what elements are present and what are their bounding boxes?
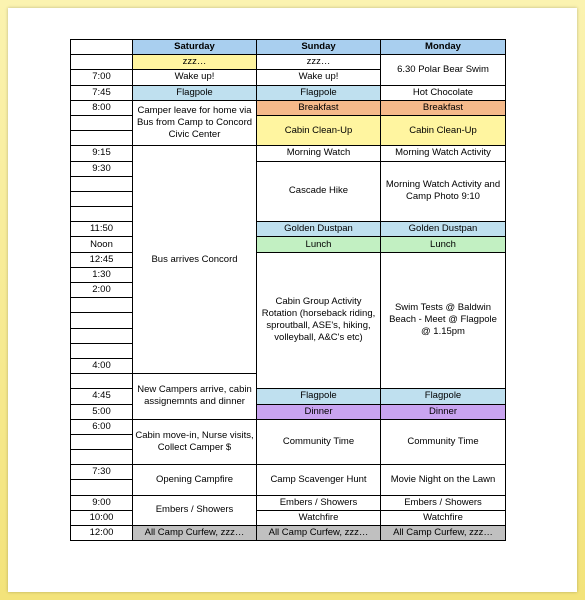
schedule-cell: Embers / Showers [257, 495, 381, 510]
schedule-cell: Cabin Clean-Up [257, 115, 381, 145]
schedule-cell: zzz… [257, 55, 381, 70]
schedule-cell: Golden Dustpan [257, 222, 381, 237]
schedule-cell: Golden Dustpan [381, 222, 506, 237]
schedule-cell: Flagpole [257, 85, 381, 100]
time-cell: Noon [71, 237, 133, 252]
time-cell [71, 207, 133, 222]
schedule-cell: Camper leave for home via Bus from Camp to Concord Civic Center [133, 100, 257, 146]
time-cell [71, 176, 133, 191]
time-cell [71, 450, 133, 465]
time-cell [71, 313, 133, 328]
schedule-cell: Wake up! [133, 70, 257, 85]
table-row [71, 495, 506, 510]
schedule-cell: Morning Watch [257, 146, 381, 161]
schedule-cell: Bus arrives Concord [133, 146, 257, 374]
time-cell [71, 328, 133, 343]
schedule-cell: Flagpole [257, 389, 381, 404]
time-cell: 5:00 [71, 404, 133, 419]
table-row [71, 100, 506, 115]
camp-schedule-table [70, 39, 506, 541]
table-row [71, 146, 506, 161]
time-cell [71, 191, 133, 206]
schedule-cell: Dinner [257, 404, 381, 419]
time-cell: 7:45 [71, 85, 133, 100]
schedule-cell: Dinner [381, 404, 506, 419]
time-cell [71, 434, 133, 449]
schedule-cell: All Camp Curfew, zzz… [257, 526, 381, 541]
time-cell [71, 115, 133, 130]
schedule-cell: Watchfire [257, 510, 381, 525]
schedule-cell: All Camp Curfew, zzz… [381, 526, 506, 541]
time-cell [71, 55, 133, 70]
schedule-cell: Morning Watch Activity and Camp Photo 9:10 [381, 161, 506, 222]
time-cell [71, 131, 133, 146]
time-cell: 7:30 [71, 465, 133, 480]
schedule-cell: Wake up! [257, 70, 381, 85]
time-cell: 10:00 [71, 510, 133, 525]
schedule-cell: zzz… [133, 55, 257, 70]
schedule-cell: Community Time [257, 419, 381, 465]
time-cell: 6:00 [71, 419, 133, 434]
time-cell: 12:00 [71, 526, 133, 541]
schedule-cell: Cabin Group Activity Rotation (horseback riding, sproutball, ASE's, hiking, volleyball, A&C's etc) [257, 252, 381, 389]
schedule-cell: Camp Scavenger Hunt [257, 465, 381, 495]
time-cell: 4:45 [71, 389, 133, 404]
time-cell: 7:00 [71, 70, 133, 85]
time-cell: 9:15 [71, 146, 133, 161]
schedule-cell: Breakfast [381, 100, 506, 115]
schedule-cell: Cascade Hike [257, 161, 381, 222]
table-row [71, 55, 506, 70]
column-header-monday: Monday [381, 40, 506, 55]
time-cell: 2:00 [71, 283, 133, 298]
time-cell: 8:00 [71, 100, 133, 115]
time-cell [71, 374, 133, 389]
schedule-cell: Movie Night on the Lawn [381, 465, 506, 495]
schedule-cell: Hot Chocolate [381, 85, 506, 100]
time-cell [71, 298, 133, 313]
time-cell: 11:50 [71, 222, 133, 237]
time-cell [71, 343, 133, 358]
schedule-cell: Watchfire [381, 510, 506, 525]
time-cell: 1:30 [71, 267, 133, 282]
schedule-cell: Embers / Showers [381, 495, 506, 510]
table-row [71, 526, 506, 541]
schedule-cell: Cabin move-in, Nurse visits, Collect Camper $ [133, 419, 257, 465]
table-row [71, 40, 506, 55]
schedule-cell: Embers / Showers [133, 495, 257, 525]
column-header-sunday: Sunday [257, 40, 381, 55]
time-cell: 4:00 [71, 358, 133, 373]
time-cell: 9:30 [71, 161, 133, 176]
schedule-cell: 6.30 Polar Bear Swim [381, 55, 506, 85]
time-cell [71, 480, 133, 495]
time-cell: 9:00 [71, 495, 133, 510]
column-header-saturday: Saturday [133, 40, 257, 55]
schedule-cell: Lunch [257, 237, 381, 252]
schedule-cell: New Campers arrive, cabin assignemnts and dinner [133, 374, 257, 420]
schedule-cell: Community Time [381, 419, 506, 465]
schedule-cell: Swim Tests @ Baldwin Beach - Meet @ Flagpole @ 1.15pm [381, 252, 506, 389]
schedule-cell: Morning Watch Activity [381, 146, 506, 161]
schedule-cell: Lunch [381, 237, 506, 252]
time-header-cell [71, 40, 133, 55]
schedule-cell: Breakfast [257, 100, 381, 115]
table-row [71, 465, 506, 480]
table-row [71, 419, 506, 434]
schedule-cell: Flagpole [133, 85, 257, 100]
table-row [71, 85, 506, 100]
schedule-cell: Opening Campfire [133, 465, 257, 495]
time-cell: 12:45 [71, 252, 133, 267]
schedule-cell: Flagpole [381, 389, 506, 404]
schedule-cell: All Camp Curfew, zzz… [133, 526, 257, 541]
schedule-cell: Cabin Clean-Up [381, 115, 506, 145]
